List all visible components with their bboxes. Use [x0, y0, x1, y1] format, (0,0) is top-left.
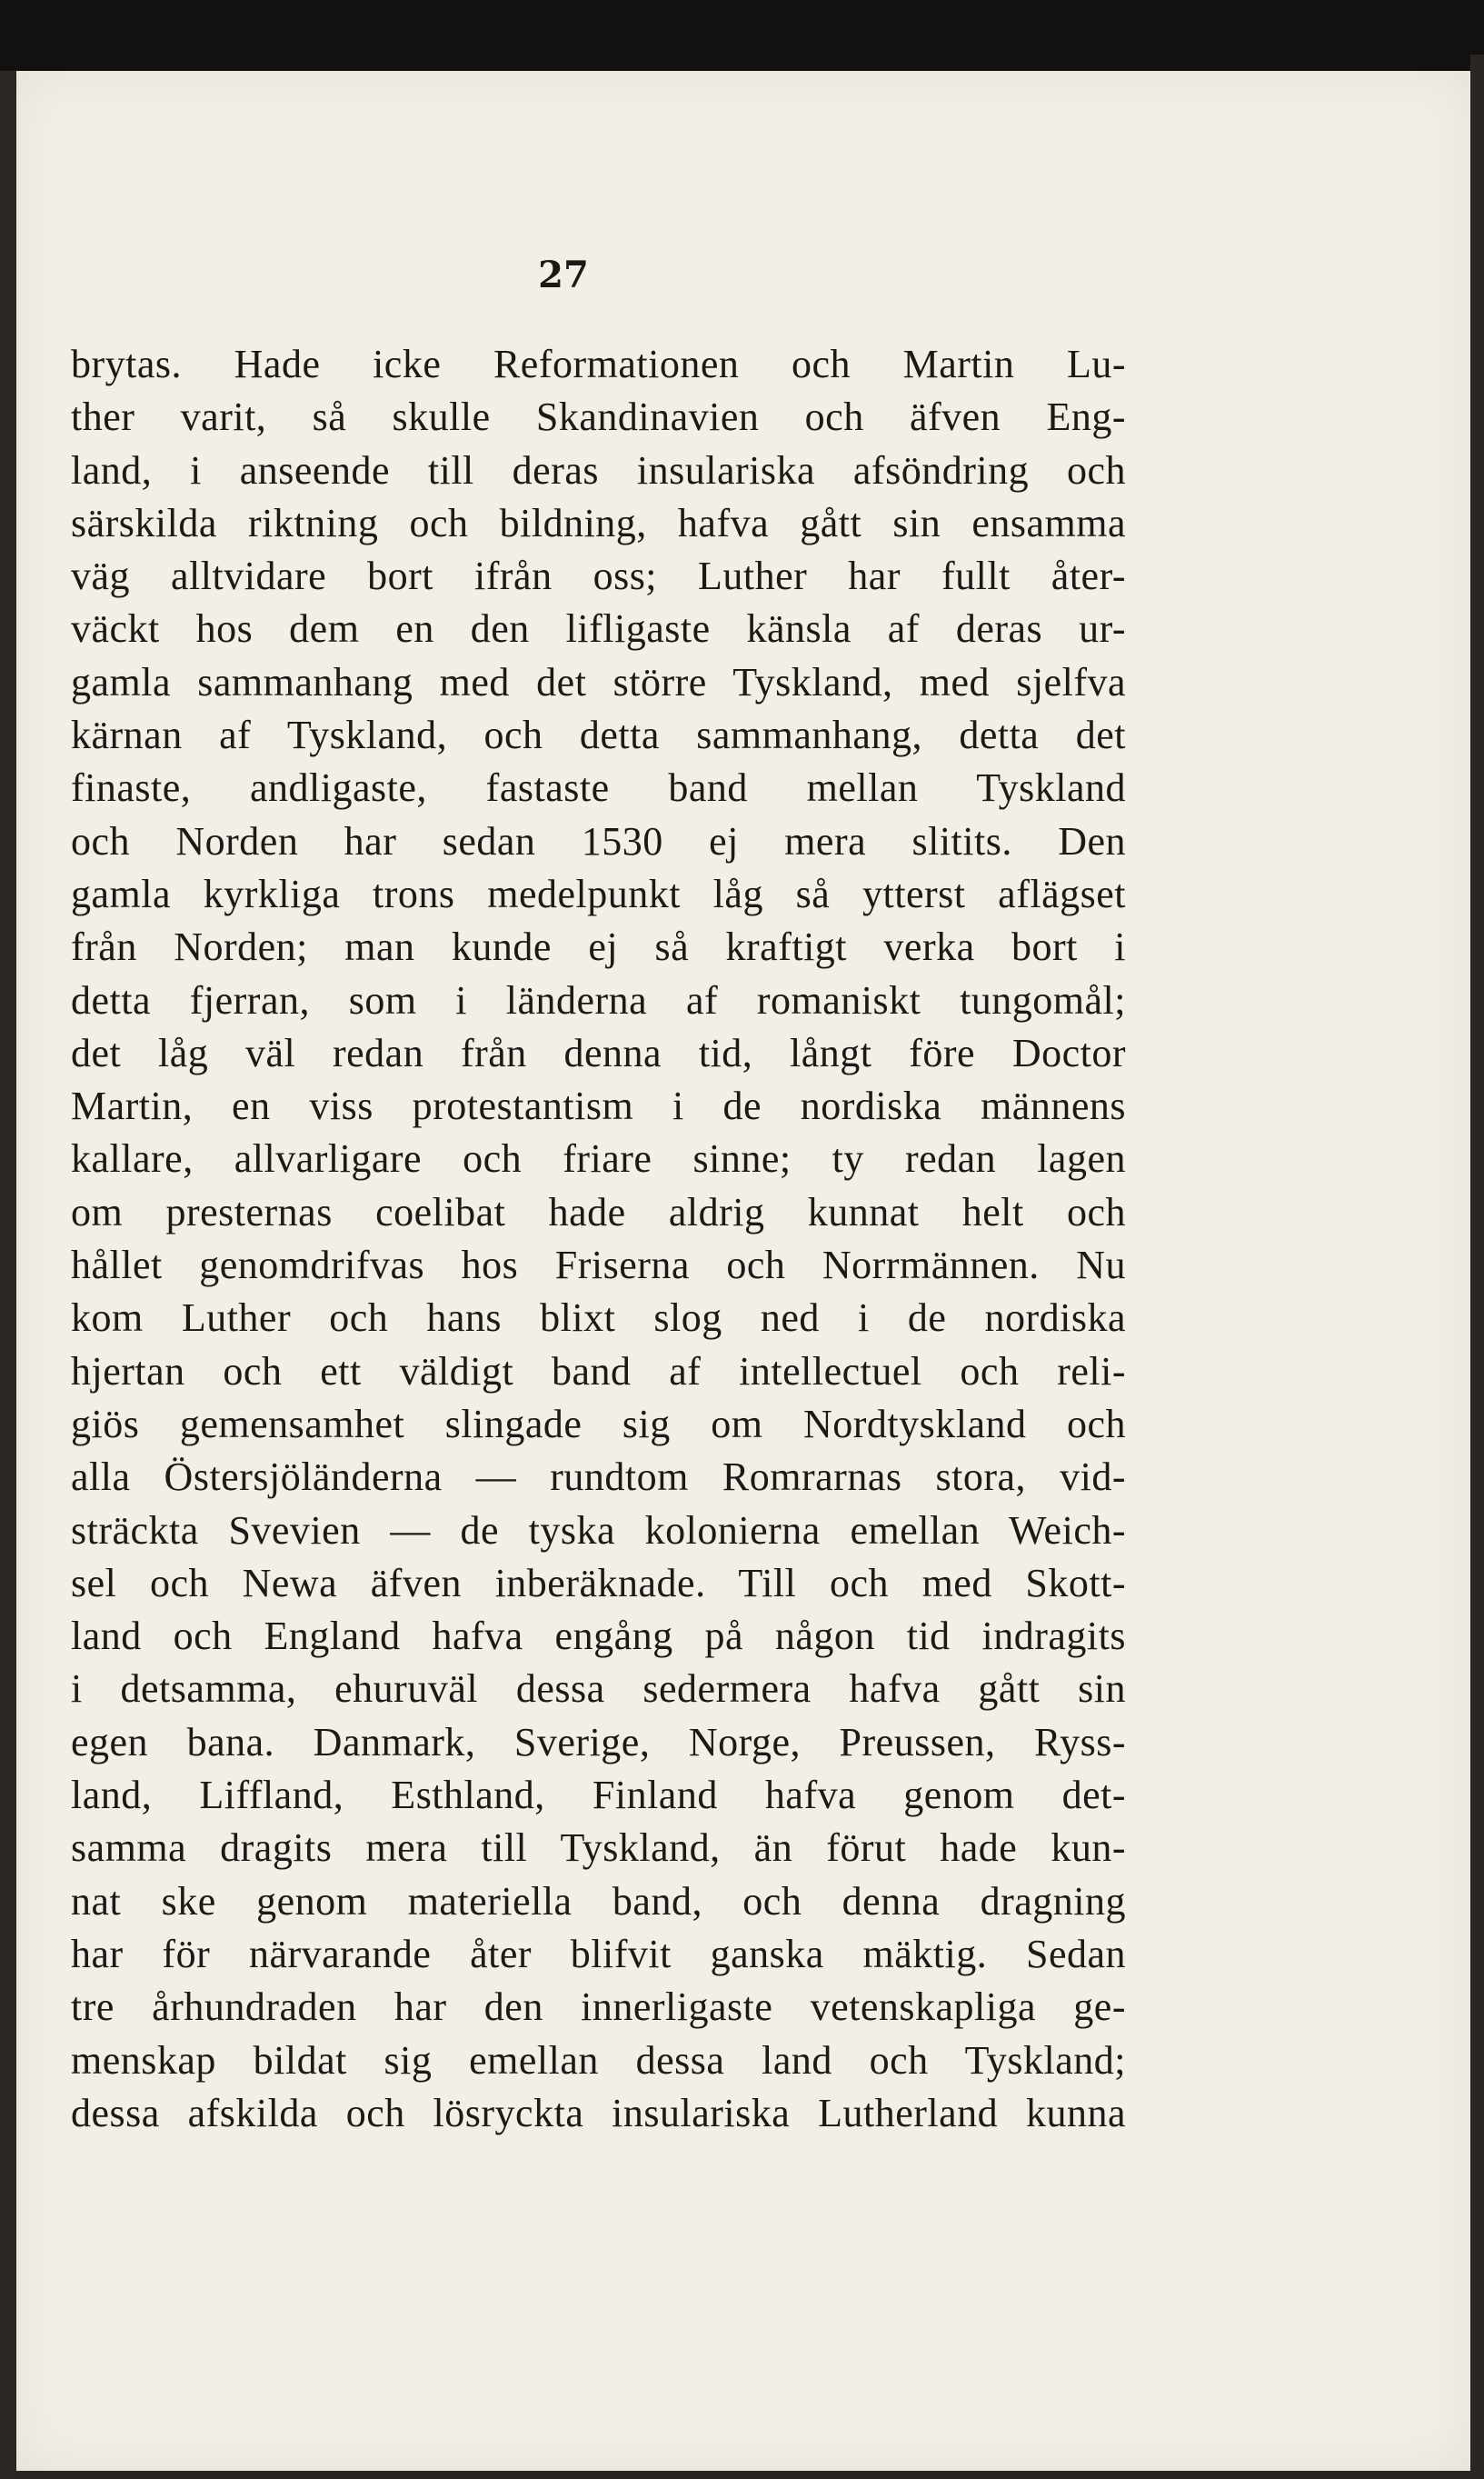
text-line: sträckta Svevien — de tyska kolonierna emellan Weich-: [71, 1507, 1126, 1553]
text-line: land och England hafva engång på någon tid indragits: [71, 1614, 1126, 1659]
text-line: hållet genomdrifvas hos Friserna och Norrmännen. Nu: [71, 1243, 1126, 1288]
text-line: det låg väl redan från denna tid, långt före Doctor: [71, 1030, 1126, 1075]
text-line: samma dragits mera till Tyskland, än förut hade kun-: [71, 1825, 1126, 1871]
text-line: sel och Newa äfven inberäknade. Till och med Skott-: [71, 1560, 1126, 1605]
text-line: från Norden; man kunde ej så kraftigt verka bort i: [71, 925, 1126, 970]
text-line: detta fjerran, som i länderna af romaniskt tungomål;: [71, 977, 1126, 1023]
text-line: tre århundraden har den innerligaste vetenskapliga ge-: [71, 1984, 1126, 2030]
page-bottom-edge: [16, 2471, 1470, 2479]
text-line: egen bana. Danmark, Sverige, Norge, Preussen, Ryss-: [71, 1719, 1126, 1764]
text-line: Martin, en viss protestantism i de nordiska männens: [71, 1084, 1126, 1129]
text-line: menskap bildat sig emellan dessa land och Tyskland;: [71, 2037, 1126, 2083]
text-line: väckt hos dem en den lifligaste känsla af deras ur-: [71, 606, 1126, 652]
page-right-edge: [1470, 55, 1484, 2479]
text-line: kom Luther och hans blixt slog ned i de nordiska: [71, 1295, 1126, 1341]
text-line: kärnan af Tyskland, och detta sammanhang, detta det: [71, 713, 1126, 758]
body-text: [71, 338, 1126, 2140]
text-line: ther varit, så skulle Skandinavien och äfven Eng-: [71, 395, 1126, 440]
text-line: land, i anseende till deras insulariska afsöndring och: [71, 447, 1126, 493]
text-line: särskilda riktning och bildning, hafva gått sin ensamma: [71, 500, 1126, 545]
text-line: och Norden har sedan 1530 ej mera slitits. Den: [71, 818, 1126, 864]
page-left-edge: [0, 71, 16, 2479]
text-line: alla Östersjöländerna — rundtom Romrarnas stora, vid-: [71, 1454, 1126, 1500]
text-line: land, Liffland, Esthland, Finland hafva genom det-: [71, 1773, 1126, 1818]
text-line: i detsamma, ehuruväl dessa sedermera hafva gått sin: [71, 1666, 1126, 1712]
scan-top-border: [0, 0, 1484, 71]
text-line: om presternas coelibat hade aldrig kunnat helt och: [71, 1189, 1126, 1235]
text-line: har för närvarande åter blifvit ganska mäktig. Sedan: [71, 1931, 1126, 1976]
text-line: väg alltvidare bort ifrån oss; Luther har fullt åter-: [71, 554, 1126, 599]
text-line: brytas. Hade icke Reformationen och Martin Lu-: [71, 342, 1126, 386]
text-line: finaste, andligaste, fastaste band mellan Tyskland: [71, 765, 1126, 811]
text-line: gamla kyrkliga trons medelpunkt låg så ytterst aflägset: [71, 871, 1126, 916]
text-line: nat ske genom materiella band, och denna dragning: [71, 1878, 1126, 1924]
text-line: kallare, allvarligare och friare sinne; ty redan lagen: [71, 1136, 1126, 1182]
text-line: gamla sammanhang med det större Tyskland, med sjelfva: [71, 659, 1126, 705]
text-line: hjertan och ett väldigt band af intellectuel och reli-: [71, 1348, 1126, 1394]
text-line: dessa afskilda och lösryckta insulariska Lutherland kunna: [71, 2090, 1126, 2135]
page-number: 27: [538, 254, 589, 296]
text-line: giös gemensamhet slingade sig om Nordtyskland och: [71, 1401, 1126, 1446]
